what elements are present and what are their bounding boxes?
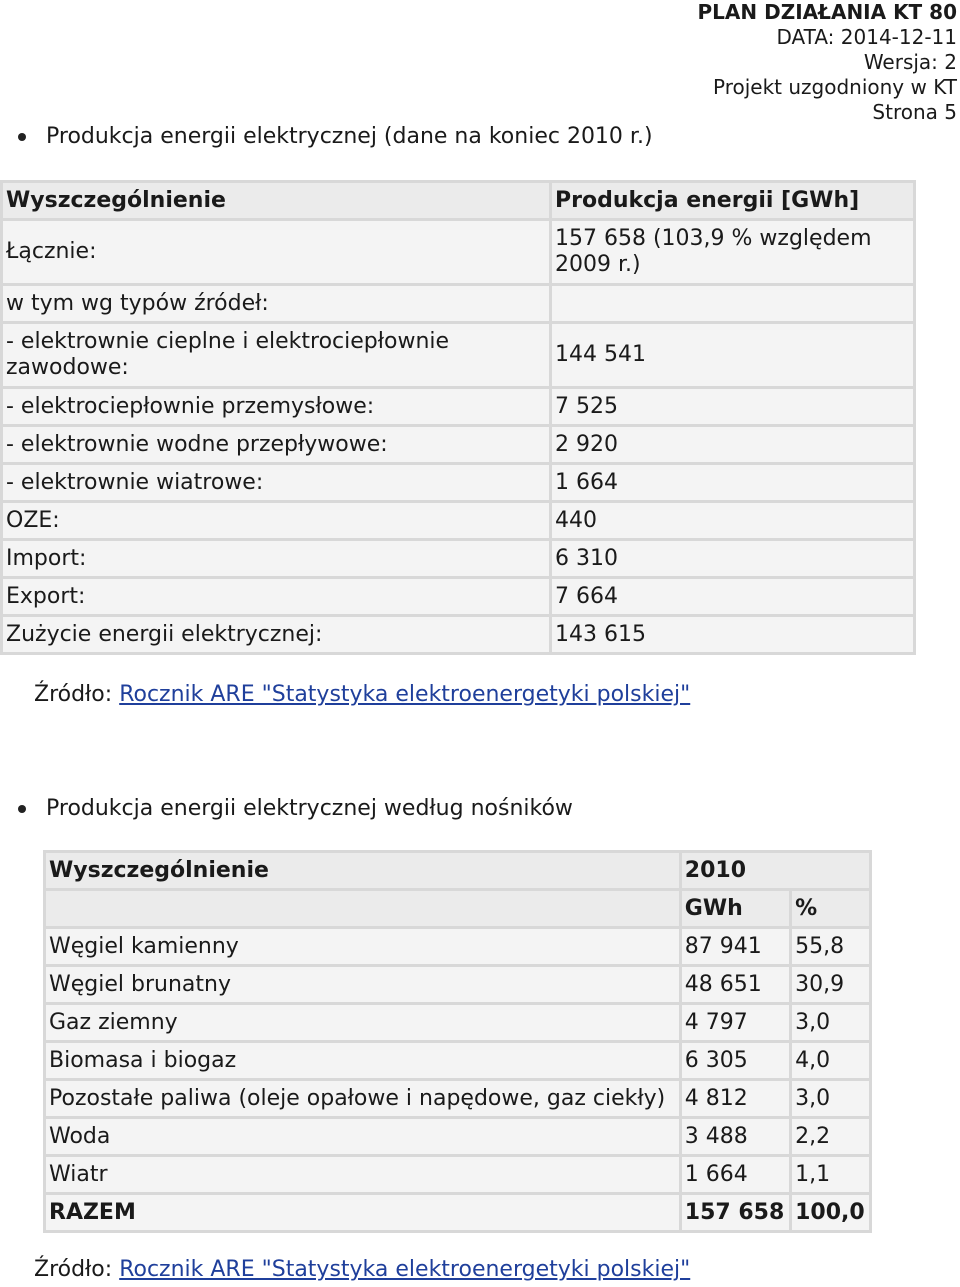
row-label: Węgiel kamienny [46,929,679,964]
row-pct: 2,2 [792,1119,869,1154]
table-total-row [46,1195,869,1230]
carriers-table [43,850,872,1233]
row-label: w tym wg typów źródeł: [3,286,549,321]
column-header: Wyszczególnienie [46,853,679,888]
row-pct: 3,0 [792,1081,869,1116]
table-row [3,541,913,576]
row-label: - elektrownie wodne przepływowe: [3,427,549,462]
table-header-row [46,853,869,888]
row-value: 7 525 [552,389,913,424]
table-row [3,221,913,283]
row-value: 1 664 [552,465,913,500]
row-value: 2 920 [552,427,913,462]
row-label: Export: [3,579,549,614]
row-label: Wiatr [46,1157,679,1192]
row-value: 7 664 [552,579,913,614]
section1-source [34,682,690,707]
bullet-icon [18,805,26,813]
row-pct: 1,1 [792,1157,869,1192]
section2-heading: Produkcja energii elektrycznej według nośników [46,796,573,821]
table-row [46,1157,869,1192]
total-gwh: 157 658 [682,1195,789,1230]
table-row [3,465,913,500]
table-subheader-row [46,891,869,926]
row-value: 157 658 (103,9 % względem 2009 r.) [552,221,913,283]
source-label: Źródło: [34,1257,120,1282]
column-header: Produkcja energii [GWh] [552,183,913,218]
page-header [698,0,957,125]
table-row [46,1081,869,1116]
table-row [3,617,913,652]
row-label: - elektrownie cieplne i elektrociepłownie zawodowe: [3,324,549,386]
table-row [46,1005,869,1040]
row-value [552,286,913,321]
row-label: - elektrownie wiatrowe: [3,465,549,500]
row-label: Gaz ziemny [46,1005,679,1040]
row-gwh: 87 941 [682,929,789,964]
row-label: Łącznie: [3,221,549,283]
table-row [3,427,913,462]
document-title: PLAN DZIAŁANIA KT 80 [697,0,957,24]
row-value: 144 541 [552,324,913,386]
row-value: 440 [552,503,913,538]
table-row [3,579,913,614]
row-gwh: 4 812 [682,1081,789,1116]
source-link[interactable]: Rocznik ARE "Statystyka elektroenergetyki polskiej" [119,1257,691,1282]
production-table [0,180,916,655]
row-gwh: 4 797 [682,1005,789,1040]
row-value: 6 310 [552,541,913,576]
row-gwh: 48 651 [682,967,789,1002]
bullet-icon [18,133,26,141]
row-label: Pozostałe paliwa (oleje opałowe i napędowe, gaz ciekły) [46,1081,679,1116]
row-label: Węgiel brunatny [46,967,679,1002]
table-row [3,389,913,424]
document-date: DATA: 2014-12-11 [776,25,957,49]
table-row [46,1043,869,1078]
table-row [3,286,913,321]
table-row [46,1119,869,1154]
row-label: Zużycie energii elektrycznej: [3,617,549,652]
row-gwh: 6 305 [682,1043,789,1078]
row-label: OZE: [3,503,549,538]
column-header-gwh: GWh [682,891,789,926]
row-gwh: 3 488 [682,1119,789,1154]
section2-source [34,1257,690,1282]
column-header: Wyszczególnienie [3,183,549,218]
row-gwh: 1 664 [682,1157,789,1192]
section2-bullet [18,796,573,821]
row-value: 143 615 [552,617,913,652]
column-header-pct: % [792,891,869,926]
row-pct: 55,8 [792,929,869,964]
empty-header-cell [46,891,679,926]
total-pct: 100,0 [792,1195,869,1230]
table-row [3,324,913,386]
document-status: Projekt uzgodniony w KT [712,75,957,99]
source-link[interactable]: Rocznik ARE "Statystyka elektroenergetyki polskiej" [119,682,691,707]
row-label: Import: [3,541,549,576]
column-header-year: 2010 [682,853,869,888]
document-version: Wersja: 2 [863,50,957,74]
row-pct: 3,0 [792,1005,869,1040]
page-number: Strona 5 [872,100,957,124]
table-row [3,503,913,538]
table-row [46,929,869,964]
table-row [46,967,869,1002]
row-pct: 30,9 [792,967,869,1002]
table-header-row [3,183,913,218]
row-label: Biomasa i biogaz [46,1043,679,1078]
section1-bullet [18,124,653,149]
source-label: Źródło: [34,682,120,707]
row-label: Woda [46,1119,679,1154]
row-label: - elektrociepłownie przemysłowe: [3,389,549,424]
row-pct: 4,0 [792,1043,869,1078]
section1-heading: Produkcja energii elektrycznej (dane na koniec 2010 r.) [46,124,653,149]
total-label: RAZEM [46,1195,679,1230]
